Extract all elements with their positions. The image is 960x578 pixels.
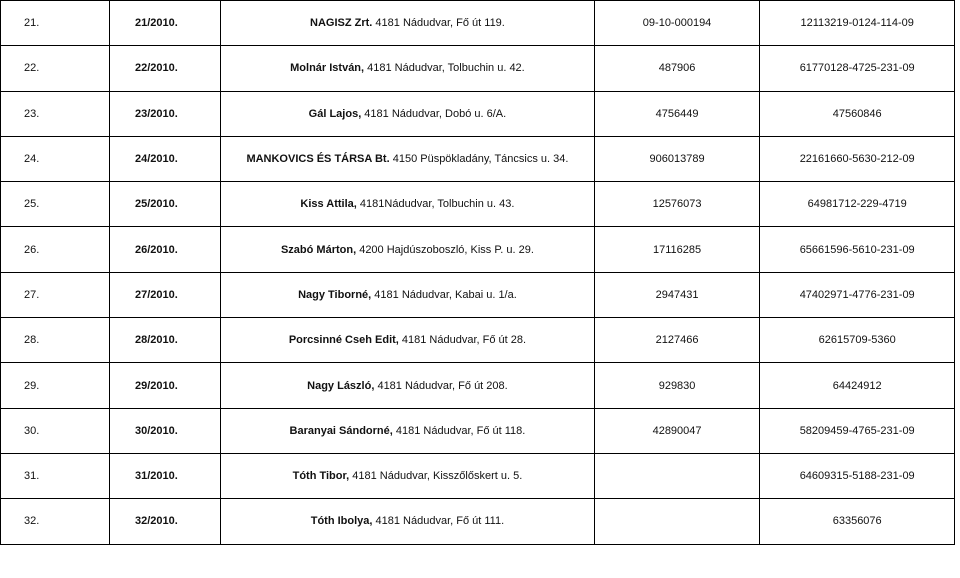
- entity-address: 4181 Nádudvar, Fő út 28.: [398, 334, 527, 347]
- table-row: [1, 408, 955, 453]
- entity-name: Molnár István,: [290, 62, 365, 75]
- registration-number-cell: 28/2010.: [109, 318, 220, 363]
- name-address-cell: [221, 46, 595, 91]
- row-number-cell: 22.: [1, 46, 110, 91]
- identifier-cell: 42890047: [594, 408, 760, 453]
- tax-number-cell: 65661596-5610-231-09: [760, 227, 955, 272]
- row-number-cell: 25.: [1, 182, 110, 227]
- table-row: [1, 272, 955, 317]
- entity-name: Nagy Tiborné,: [298, 288, 372, 301]
- registration-number-cell: 24/2010.: [109, 136, 220, 181]
- row-number-cell: 31.: [1, 453, 110, 498]
- registration-number-cell: 25/2010.: [109, 182, 220, 227]
- identifier-cell: 2127466: [594, 318, 760, 363]
- registry-table-body: [1, 1, 955, 545]
- tax-number-cell: 62615709-5360: [760, 318, 955, 363]
- identifier-cell: 906013789: [594, 136, 760, 181]
- row-number-cell: 29.: [1, 363, 110, 408]
- entity-address: 4181Nádudvar, Tolbuchin u. 43.: [356, 198, 515, 211]
- registration-number-cell: 21/2010.: [109, 1, 220, 46]
- table-row: [1, 363, 955, 408]
- registration-number-cell: 23/2010.: [109, 91, 220, 136]
- row-number-cell: 28.: [1, 318, 110, 363]
- row-number-cell: 24.: [1, 136, 110, 181]
- tax-number-cell: 47402971-4776-231-09: [760, 272, 955, 317]
- entity-address: 4200 Hajdúszoboszló, Kiss P. u. 29.: [356, 243, 534, 256]
- registration-number-cell: 22/2010.: [109, 46, 220, 91]
- entity-address: 4181 Nádudvar, Tolbuchin u. 42.: [364, 62, 525, 75]
- entity-address: 4181 Nádudvar, Kabai u. 1/a.: [371, 288, 517, 301]
- entity-address: 4150 Püspökladány, Táncsics u. 34.: [389, 153, 569, 166]
- tax-number-cell: 12113219-0124-114-09: [760, 1, 955, 46]
- entity-address: 4181 Nádudvar, Fő út 208.: [374, 379, 508, 392]
- entity-name: NAGISZ Zrt.: [310, 17, 373, 30]
- identifier-cell: 4756449: [594, 91, 760, 136]
- name-address-cell: [221, 453, 595, 498]
- table-row: [1, 182, 955, 227]
- row-number-cell: 32.: [1, 499, 110, 544]
- table-row: [1, 46, 955, 91]
- table-row: [1, 453, 955, 498]
- entity-name: Gál Lajos,: [308, 107, 362, 120]
- entity-name: Tóth Ibolya,: [310, 515, 373, 528]
- name-address-cell: [221, 499, 595, 544]
- tax-number-cell: 22161660-5630-212-09: [760, 136, 955, 181]
- name-address-cell: [221, 318, 595, 363]
- row-number-cell: 27.: [1, 272, 110, 317]
- registration-number-cell: 29/2010.: [109, 363, 220, 408]
- entity-name: Baranyai Sándorné,: [289, 424, 393, 437]
- tax-number-cell: 64609315-5188-231-09: [760, 453, 955, 498]
- entity-address: 4181 Nádudvar, Fő út 118.: [392, 424, 526, 437]
- table-row: [1, 1, 955, 46]
- row-number-cell: 26.: [1, 227, 110, 272]
- identifier-cell: [594, 453, 760, 498]
- registration-number-cell: 31/2010.: [109, 453, 220, 498]
- table-row: [1, 136, 955, 181]
- name-address-cell: [221, 272, 595, 317]
- name-address-cell: [221, 182, 595, 227]
- entity-name: Kiss Attila,: [300, 198, 357, 211]
- table-row: [1, 318, 955, 363]
- identifier-cell: 2947431: [594, 272, 760, 317]
- entity-address: 4181 Nádudvar, Dobó u. 6/A.: [361, 107, 507, 120]
- name-address-cell: [221, 136, 595, 181]
- entity-name: Porcsinné Cseh Edit,: [288, 334, 399, 347]
- tax-number-cell: 47560846: [760, 91, 955, 136]
- identifier-cell: 17116285: [594, 227, 760, 272]
- entity-address: 4181 Nádudvar, Kisszőlőskert u. 5.: [349, 470, 523, 483]
- row-number-cell: 23.: [1, 91, 110, 136]
- table-row: [1, 227, 955, 272]
- tax-number-cell: 61770128-4725-231-09: [760, 46, 955, 91]
- name-address-cell: [221, 1, 595, 46]
- registration-number-cell: 27/2010.: [109, 272, 220, 317]
- identifier-cell: [594, 499, 760, 544]
- row-number-cell: 21.: [1, 1, 110, 46]
- entity-address: 4181 Nádudvar, Fő út 119.: [372, 17, 505, 30]
- tax-number-cell: 64981712-229-4719: [760, 182, 955, 227]
- identifier-cell: 12576073: [594, 182, 760, 227]
- name-address-cell: [221, 227, 595, 272]
- entity-name: Tóth Tibor,: [292, 470, 350, 483]
- identifier-cell: 929830: [594, 363, 760, 408]
- registration-number-cell: 26/2010.: [109, 227, 220, 272]
- table-row: [1, 91, 955, 136]
- registration-number-cell: 32/2010.: [109, 499, 220, 544]
- identifier-cell: 487906: [594, 46, 760, 91]
- tax-number-cell: 64424912: [760, 363, 955, 408]
- name-address-cell: [221, 363, 595, 408]
- name-address-cell: [221, 408, 595, 453]
- tax-number-cell: 58209459-4765-231-09: [760, 408, 955, 453]
- name-address-cell: [221, 91, 595, 136]
- tax-number-cell: 63356076: [760, 499, 955, 544]
- entity-name: MANKOVICS ÉS TÁRSA Bt.: [246, 153, 390, 166]
- entity-name: Nagy László,: [307, 379, 375, 392]
- row-number-cell: 30.: [1, 408, 110, 453]
- identifier-cell: 09-10-000194: [594, 1, 760, 46]
- entity-name: Szabó Márton,: [280, 243, 357, 256]
- entity-address: 4181 Nádudvar, Fő út 111.: [372, 515, 505, 528]
- registration-number-cell: 30/2010.: [109, 408, 220, 453]
- table-row: [1, 499, 955, 544]
